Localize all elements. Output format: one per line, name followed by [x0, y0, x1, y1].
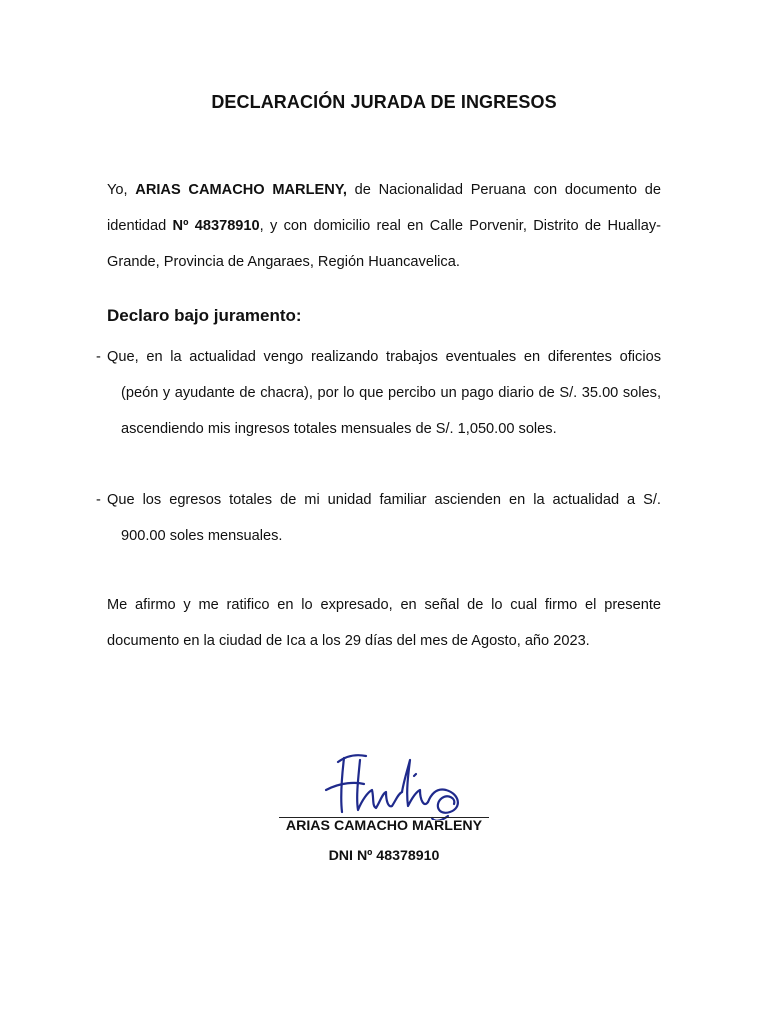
signer-name: ARIAS CAMACHO MARLENY	[285, 818, 483, 834]
bullet-dash: -	[96, 492, 101, 508]
bullet-dash: -	[96, 349, 101, 365]
declarant-name: ARIAS CAMACHO MARLENY,	[135, 182, 347, 198]
document-number: Nº 48378910	[172, 218, 260, 234]
declaration-subheading: Declaro bajo juramento:	[107, 306, 302, 325]
item-text	[107, 482, 661, 554]
intro-text-start: Yo,	[107, 182, 136, 198]
declaration-item-expenses	[96, 482, 661, 554]
intro-text-middle: de Nacionalidad Peruana con documento de identidad	[107, 182, 661, 234]
closing-paragraph: Me afirmo y me ratifico en lo expresado, en señal de lo cual firmo el presente documento en la ciudad de Ica a los 29 días del mes de Agosto, año 2023.	[107, 597, 661, 649]
item-first-line: Que los egresos totales de mi unidad familiar ascienden en la actualidad a S/.	[107, 492, 661, 508]
signer-dni: DNI Nº 48378910	[328, 848, 440, 864]
item-continuation: (peón y ayudante de chacra), por lo que percibo un pago diario de S/. 35.00 soles, ascendiendo mis ingresos totales mensuales de S/. 1,050.00 soles.	[121, 385, 661, 437]
item-continuation: 900.00 soles mensuales.	[121, 528, 283, 544]
declaration-item-income	[96, 339, 661, 447]
handwritten-signature	[316, 750, 476, 820]
intro-paragraph	[107, 172, 661, 280]
intro-text-end: , y con domicilio real en Calle Porvenir, Distrito de Huallay-Grande, Provincia de Angaraes, Región Huancavelica.	[107, 218, 661, 270]
document-title: DECLARACIÓN JURADA DE INGRESOS	[211, 92, 557, 112]
item-first-line: Que, en la actualidad vengo realizando trabajos eventuales en diferentes oficios	[107, 349, 661, 365]
item-text	[107, 339, 661, 447]
